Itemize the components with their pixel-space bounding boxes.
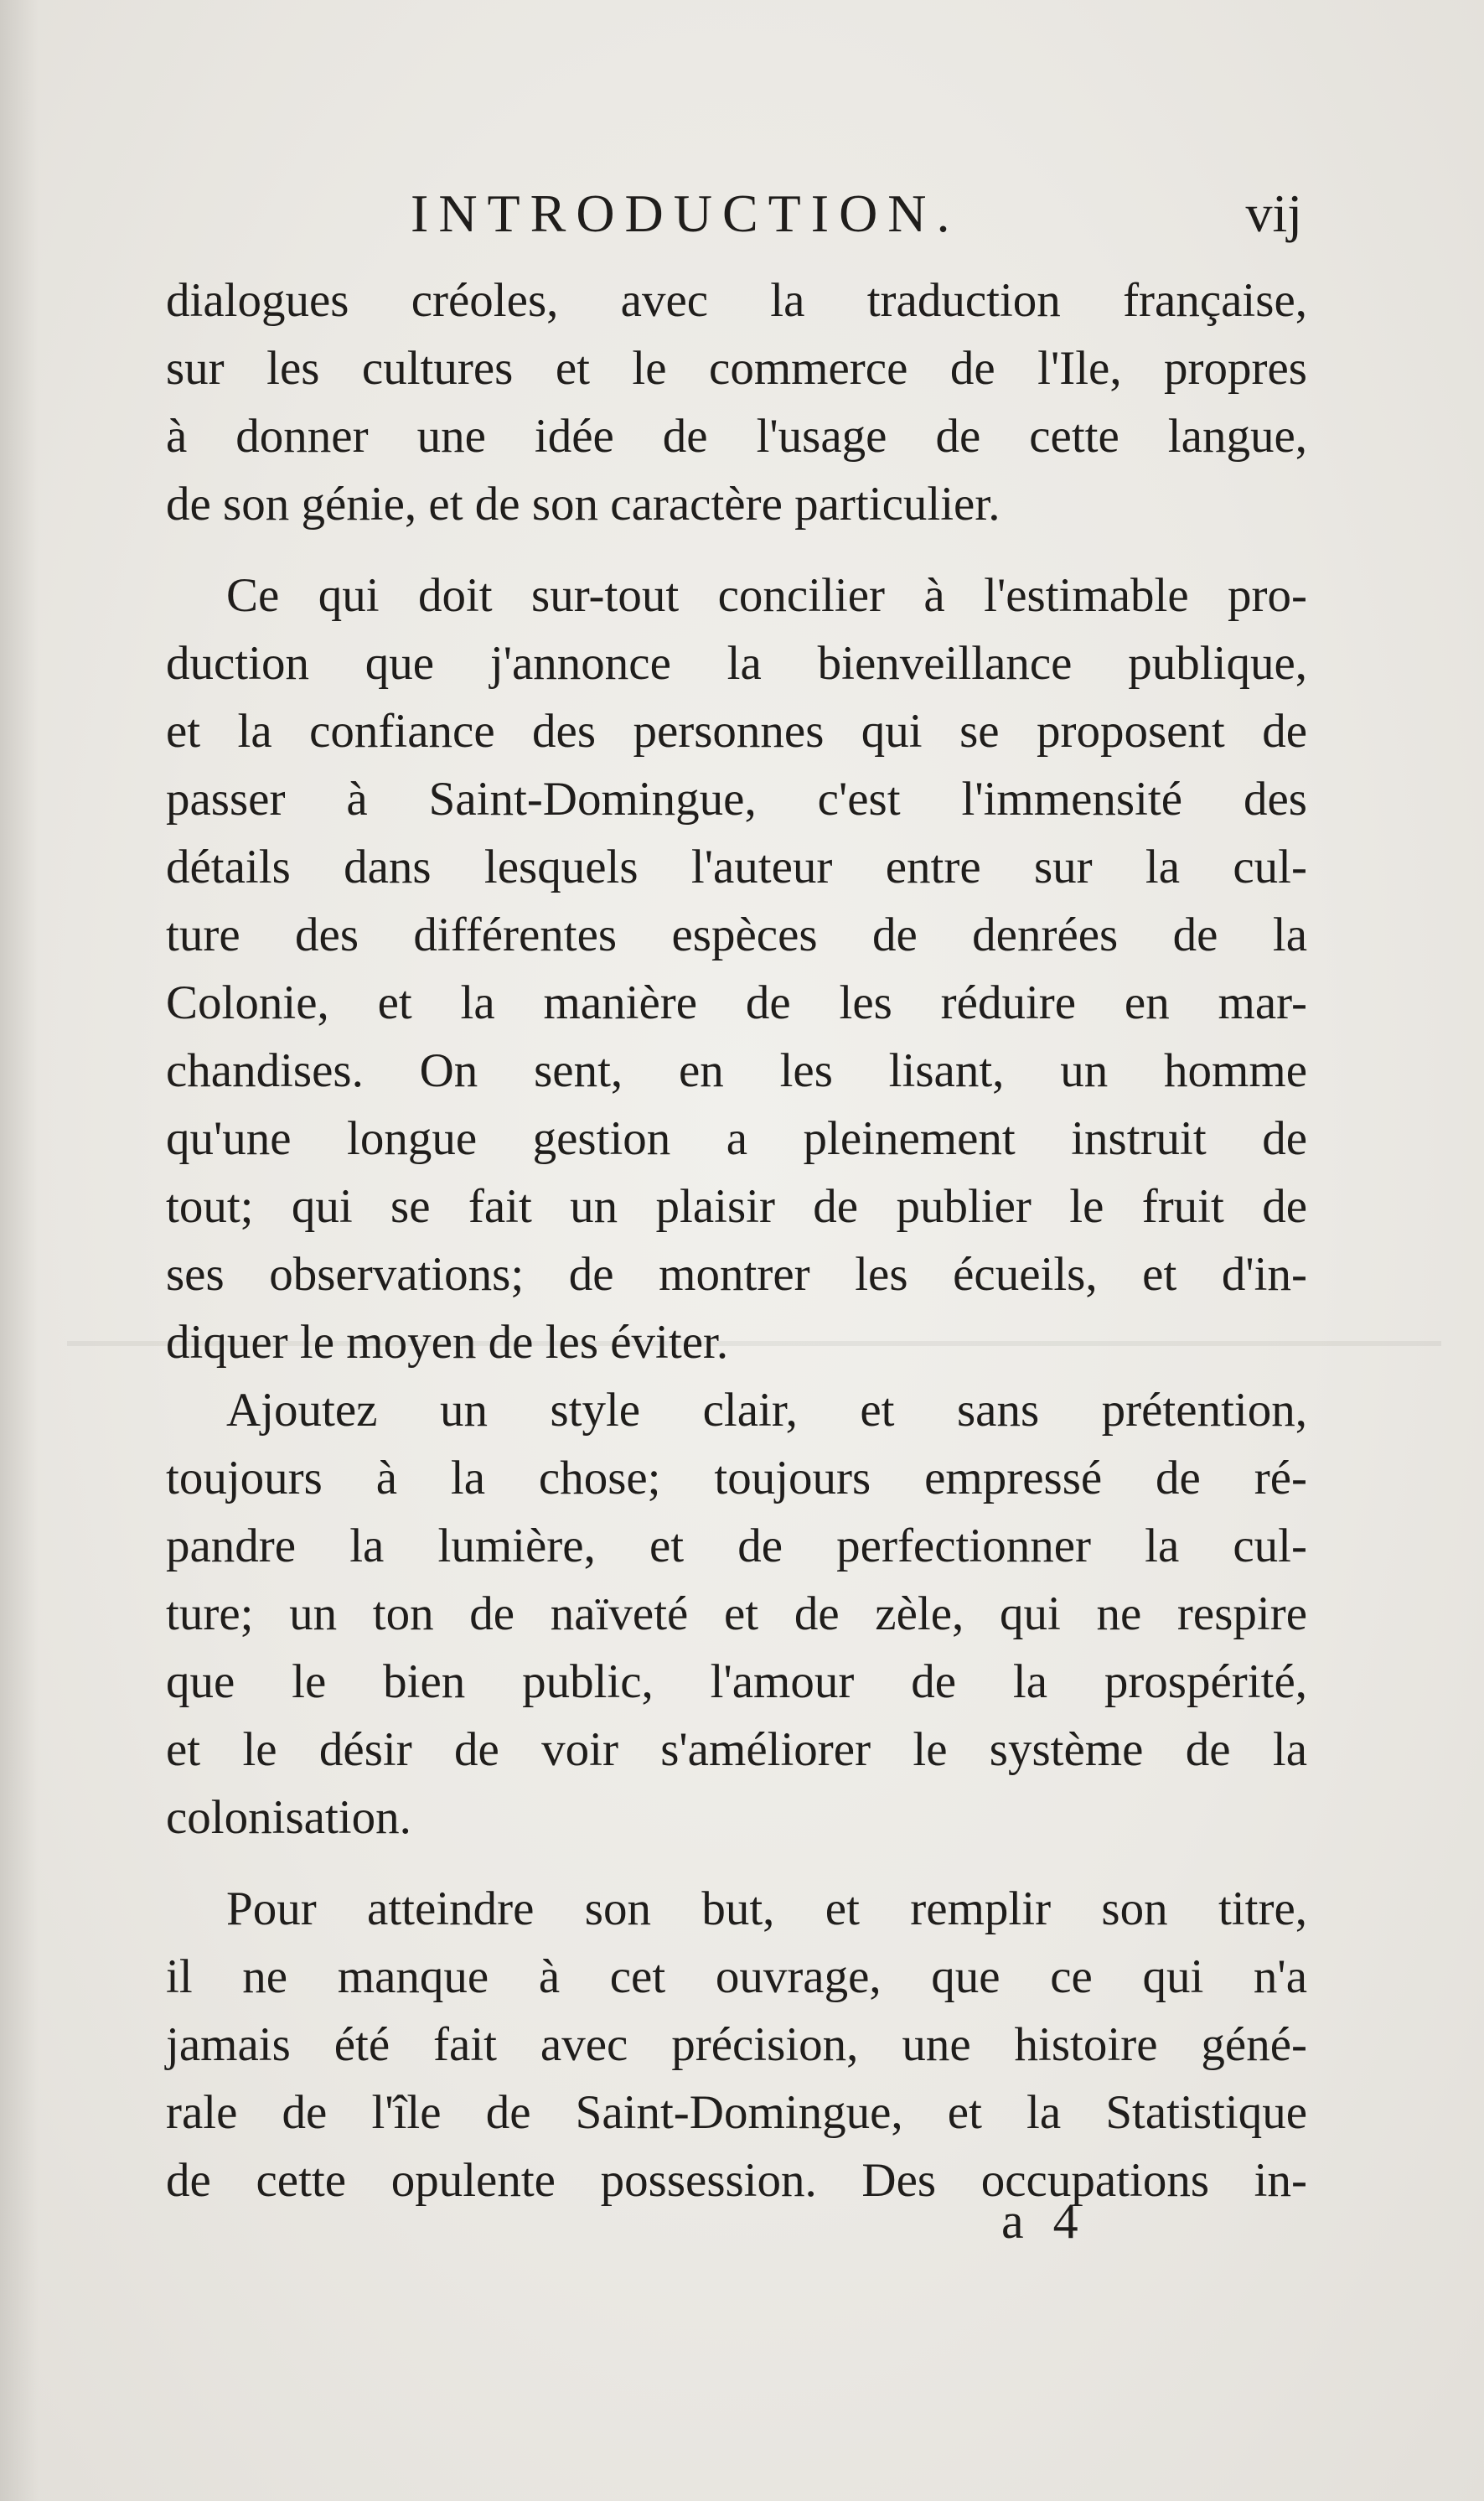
paragraph-2 <box>166 562 1307 1376</box>
page-number: vij <box>1245 184 1302 243</box>
text-line: sur les cultures et le commerce de l'Ile, propres <box>166 342 1307 395</box>
text-line: tout; qui se fait un plaisir de publier le fruit de <box>166 1180 1307 1233</box>
text-line: et la confiance des personnes qui se proposent de <box>166 705 1307 758</box>
text-line: toujours à la chose; toujours empressé de ré- <box>166 1452 1307 1504</box>
text-line: Colonie, et la manière de les réduire en mar- <box>166 976 1307 1029</box>
text-line: colonisation. <box>166 1791 411 1844</box>
gutter-shadow <box>0 0 39 2501</box>
text-line: que le bien public, l'amour de la prospérité, <box>166 1655 1307 1708</box>
running-title: INTRODUCTION. <box>411 184 960 243</box>
paragraph-1 <box>166 267 1307 538</box>
text-line: duction que j'annonce la bienveillance publique, <box>166 637 1307 690</box>
text-line: de cette opulente possession. Des occupations in- <box>166 2154 1307 2207</box>
text-line: dialogues créoles, avec la traduction française, <box>166 274 1307 327</box>
signature-mark: a 4 <box>1001 2193 1087 2249</box>
text-line: il ne manque à cet ouvrage, que ce qui n'a <box>166 1950 1307 2003</box>
text-line: Ajoutez un style clair, et sans prétention, <box>226 1384 1307 1437</box>
text-line: et le désir de voir s'améliorer le système de la <box>166 1723 1307 1776</box>
text-line: ses observations; de montrer les écueils, et d'in- <box>166 1248 1307 1301</box>
text-line: diquer le moyen de les éviter. <box>166 1316 729 1369</box>
body-text <box>166 267 1307 2214</box>
text-line: passer à Saint-Domingue, c'est l'immensité des <box>166 773 1307 826</box>
text-line: jamais été fait avec précision, une histoire géné- <box>166 2018 1307 2071</box>
text-line: détails dans lesquels l'auteur entre sur la cul- <box>166 841 1307 893</box>
text-line: à donner une idée de l'usage de cette langue, <box>166 410 1307 463</box>
text-line: rale de l'île de Saint-Domingue, et la Statistique <box>166 2086 1307 2139</box>
text-line: chandises. On sent, en les lisant, un homme <box>166 1044 1307 1097</box>
text-line: ture des différentes espèces de denrées de la <box>166 909 1307 961</box>
paragraph-4 <box>166 1875 1307 2214</box>
text-line: pandre la lumière, et de perfectionner la cul- <box>166 1520 1307 1572</box>
paragraph-3 <box>166 1376 1307 1851</box>
text-line: ture; un ton de naïveté et de zèle, qui ne respire <box>166 1587 1307 1640</box>
text-line: de son génie, et de son caractère particulier. <box>166 478 1001 531</box>
text-line: qu'une longue gestion a pleinement instruit de <box>166 1112 1307 1165</box>
page-header <box>168 176 1307 251</box>
text-line: Pour atteindre son but, et remplir son titre, <box>226 1882 1307 1935</box>
text-line: Ce qui doit sur-tout concilier à l'estimable pro- <box>226 569 1307 622</box>
